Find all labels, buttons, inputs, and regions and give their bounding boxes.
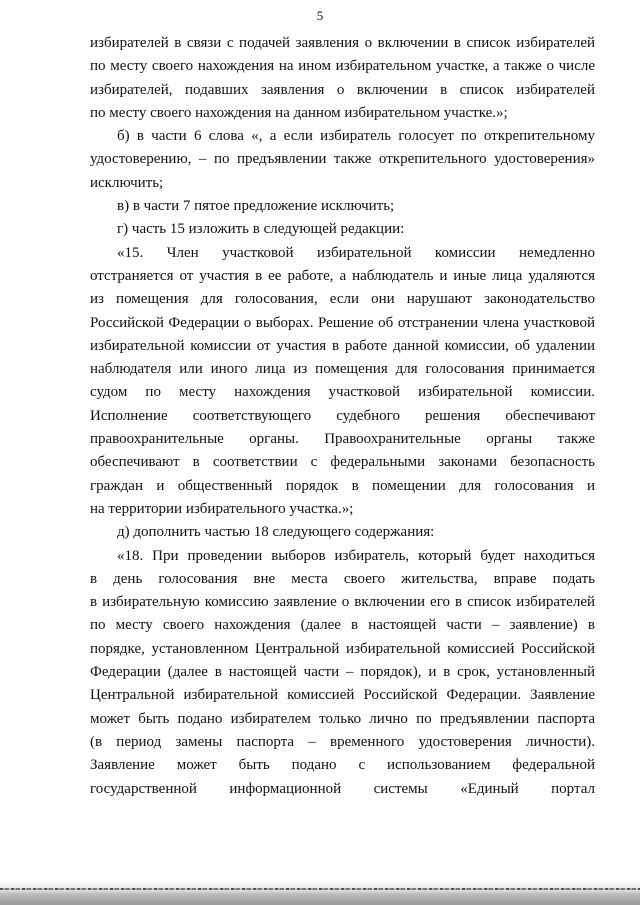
- text-line: по месту своего нахождения (далее в настоящей части – заявление) в: [90, 617, 595, 634]
- text-line: из помещения для голосования, если они нарушают законодательство: [90, 291, 595, 308]
- text-line: исключить;: [90, 174, 164, 191]
- text-line: государственной информационной системы «Единый портал: [90, 780, 595, 797]
- text-line: Федерации (далее в настоящей части – порядок), и в срок, установленный: [90, 664, 595, 681]
- text-line: Российской Федерации о выборах. Решение об отстранении члена участковой: [90, 314, 595, 331]
- scan-edge: [0, 880, 640, 905]
- text-line: избирателей, подавших заявления о включении в список избирателей: [90, 81, 595, 98]
- text-line: избирательной комиссии от участия в работе данной комиссии, об удалении: [90, 337, 595, 354]
- text-line: «15. Член участковой избирательной комиссии немедленно: [117, 244, 595, 261]
- text-line: (в период замены паспорта – временного удостоверения личности).: [90, 733, 595, 750]
- text-line: д) дополнить частью 18 следующего содержания:: [117, 524, 435, 541]
- text-line: граждан и общественный порядок в помещении для голосования и: [90, 477, 595, 494]
- text-line: «18. При проведении выборов избиратель, который будет находиться: [117, 547, 595, 564]
- text-line: г) часть 15 изложить в следующей редакции:: [117, 221, 405, 238]
- text-line: на территории избирательного участка.»;: [90, 500, 354, 517]
- text-line: отстраняется от участия в ее работе, а наблюдатель и иные лица удаляются: [90, 267, 595, 284]
- text-line: может быть подано избирателем только лично по предъявлении паспорта: [90, 710, 595, 727]
- text-line: в день голосования вне места своего жительства, вправе подать: [90, 570, 595, 587]
- text-line: порядке, установленном Центральной избирательной комиссией Российской: [90, 640, 595, 657]
- text-line: наблюдателя или иного лица из помещения для голосования принимается: [90, 361, 595, 378]
- text-line: удостоверению, – по предъявлении также открепительного удостоверения»: [90, 151, 595, 168]
- text-line: Заявление может быть подано с использованием федеральной: [90, 757, 595, 774]
- text-line: в) в части 7 пятое предложение исключить;: [117, 198, 395, 215]
- text-line: по месту своего нахождения на ином избирательном участке, а также о числе: [90, 58, 595, 75]
- text-line: б) в части 6 слова «, а если избиратель голосует по открепительному: [117, 128, 595, 145]
- text-line: судом по месту нахождения участковой избирательной комиссии.: [90, 384, 595, 401]
- text-line: Центральной избирательной комиссией Российской Федерации. Заявление: [90, 687, 595, 704]
- text-line: избирателей в связи с подачей заявления о включении в список избирателей: [90, 35, 595, 51]
- text-line: обеспечивают в соответствии с федеральными законами безопасность: [90, 454, 595, 471]
- text-line: Исполнение соответствующего судебного решения обеспечивают: [90, 407, 595, 424]
- text-line: в избирательную комиссию заявление о включении его в список избирателей: [90, 594, 595, 611]
- page-number: 5: [316, 8, 324, 23]
- text-line: правоохранительные органы. Правоохранительные органы также: [90, 431, 595, 448]
- text-line: по месту своего нахождения на данном избирательном участке.»;: [90, 104, 508, 121]
- document-body: [90, 32, 595, 801]
